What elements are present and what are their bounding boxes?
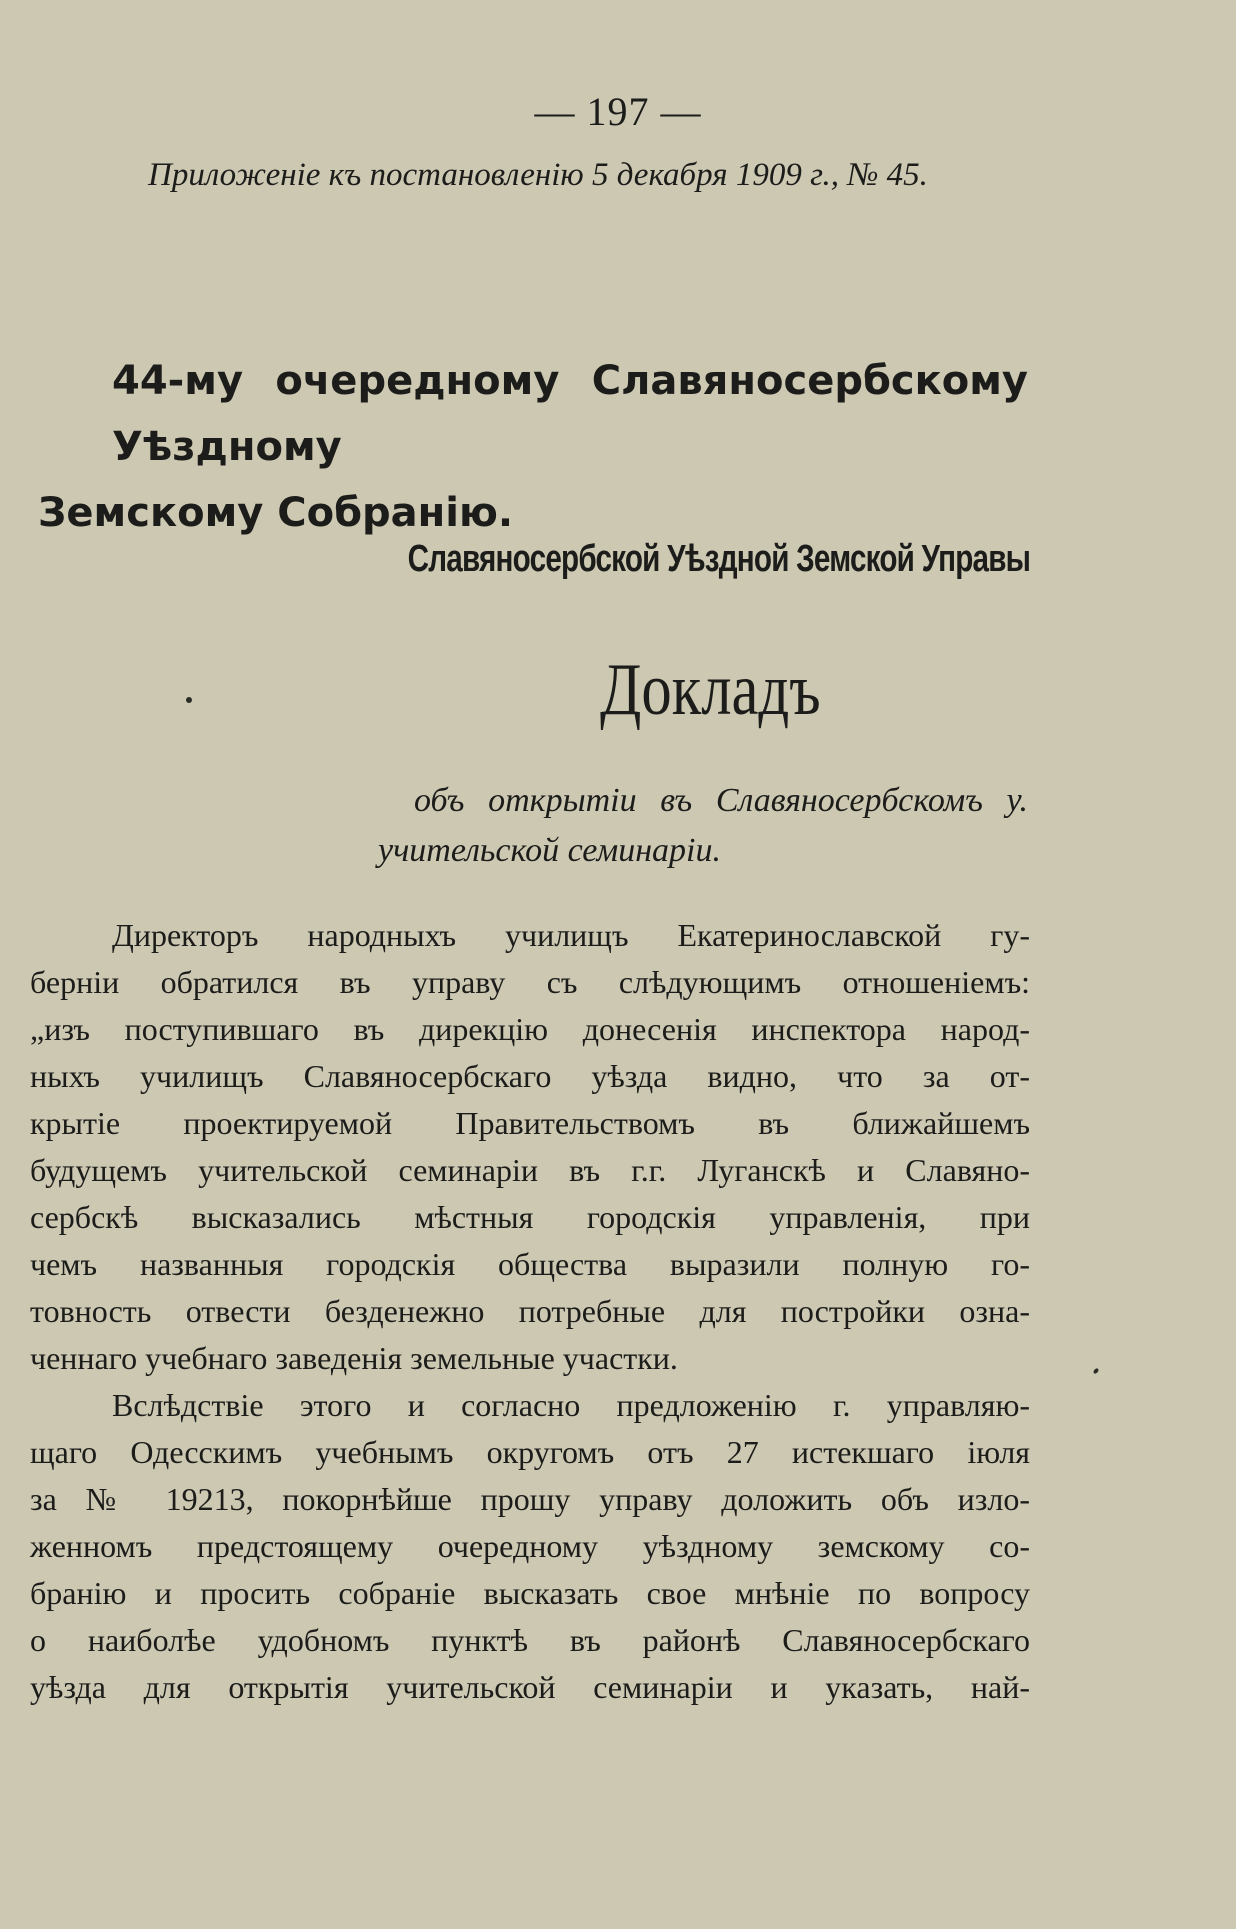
paragraph-2-line: щаго Одесскимъ учебнымъ округомъ отъ 27 истекшаго іюля bbox=[30, 1434, 1030, 1470]
paper-speck bbox=[1093, 1367, 1100, 1374]
paragraph-1-line: берніи обратился въ управу съ слѣдующимъ отношеніемъ: bbox=[30, 964, 1030, 1000]
paragraph-2-line: о наиболѣе удобномъ пунктѣ въ районѣ Славяносербскаго bbox=[30, 1622, 1030, 1658]
paragraph-1-line: сербскѣ высказались мѣстныя городскія управленія, при bbox=[30, 1199, 1030, 1235]
appendix-note: Приложеніе къ постановленію 5 декабря 1909 г., № 45. bbox=[148, 157, 928, 193]
paragraph-1-line: Директоръ народныхъ училищъ Екатеринославской гу- bbox=[112, 917, 1030, 953]
paragraph-2-line: уѣзда для открытія учительской семинаріи и указать, най- bbox=[30, 1669, 1030, 1705]
paragraph-2-line: за № 19213, покорнѣйше прошу управу доложить объ изло- bbox=[30, 1481, 1030, 1517]
paragraph-1-line: ченнаго учебнаго заведенія земельные участки. bbox=[30, 1340, 678, 1376]
subject-line-1: объ открытіи въ Славяносербскомъ у. bbox=[414, 782, 1028, 819]
paper-speck bbox=[186, 697, 192, 703]
report-subject bbox=[378, 776, 1028, 876]
paragraph-1-line: крытіе проектируемой Правительствомъ въ ближайшемъ bbox=[30, 1105, 1030, 1141]
addressee-line-1: 44-му очередному Славяносербскому Уѣздному bbox=[112, 358, 1028, 470]
paragraph-1-line: будущемъ учительской семинаріи въ г.г. Луганскѣ и Славяно- bbox=[30, 1152, 1030, 1188]
paragraph-2-line: женномъ предстоящему очередному уѣздному земскому со- bbox=[30, 1528, 1030, 1564]
paragraph-2-line: бранію и просить собраніе высказать свое мнѣніе по вопросу bbox=[30, 1575, 1030, 1611]
subject-line-2: учительской семинаріи. bbox=[378, 832, 722, 869]
paragraph-1-line: товность отвести безденежно потребные для постройки озна- bbox=[30, 1293, 1030, 1329]
page-number: — 197 — bbox=[534, 89, 702, 134]
paragraph-1-line: чемъ названныя городскія общества выразили полную го- bbox=[30, 1246, 1030, 1282]
paragraph-2-line: Вслѣдствіе этого и согласно предложенію г. управляю- bbox=[112, 1387, 1030, 1423]
addressee-line-2: Земскому Собранію. bbox=[38, 490, 514, 536]
report-body bbox=[30, 912, 1030, 1711]
board-name: Славяносербской Уѣздной Земской Управы bbox=[407, 538, 1030, 580]
paragraph-1-line: ныхъ училищъ Славяносербскаго уѣзда видно, что за от- bbox=[30, 1058, 1030, 1094]
report-title: Докладъ bbox=[600, 649, 821, 731]
addressee-heading bbox=[38, 348, 1028, 546]
paragraph-1-line: „изъ поступившаго въ дирекцію донесенія инспектора народ- bbox=[30, 1011, 1030, 1047]
